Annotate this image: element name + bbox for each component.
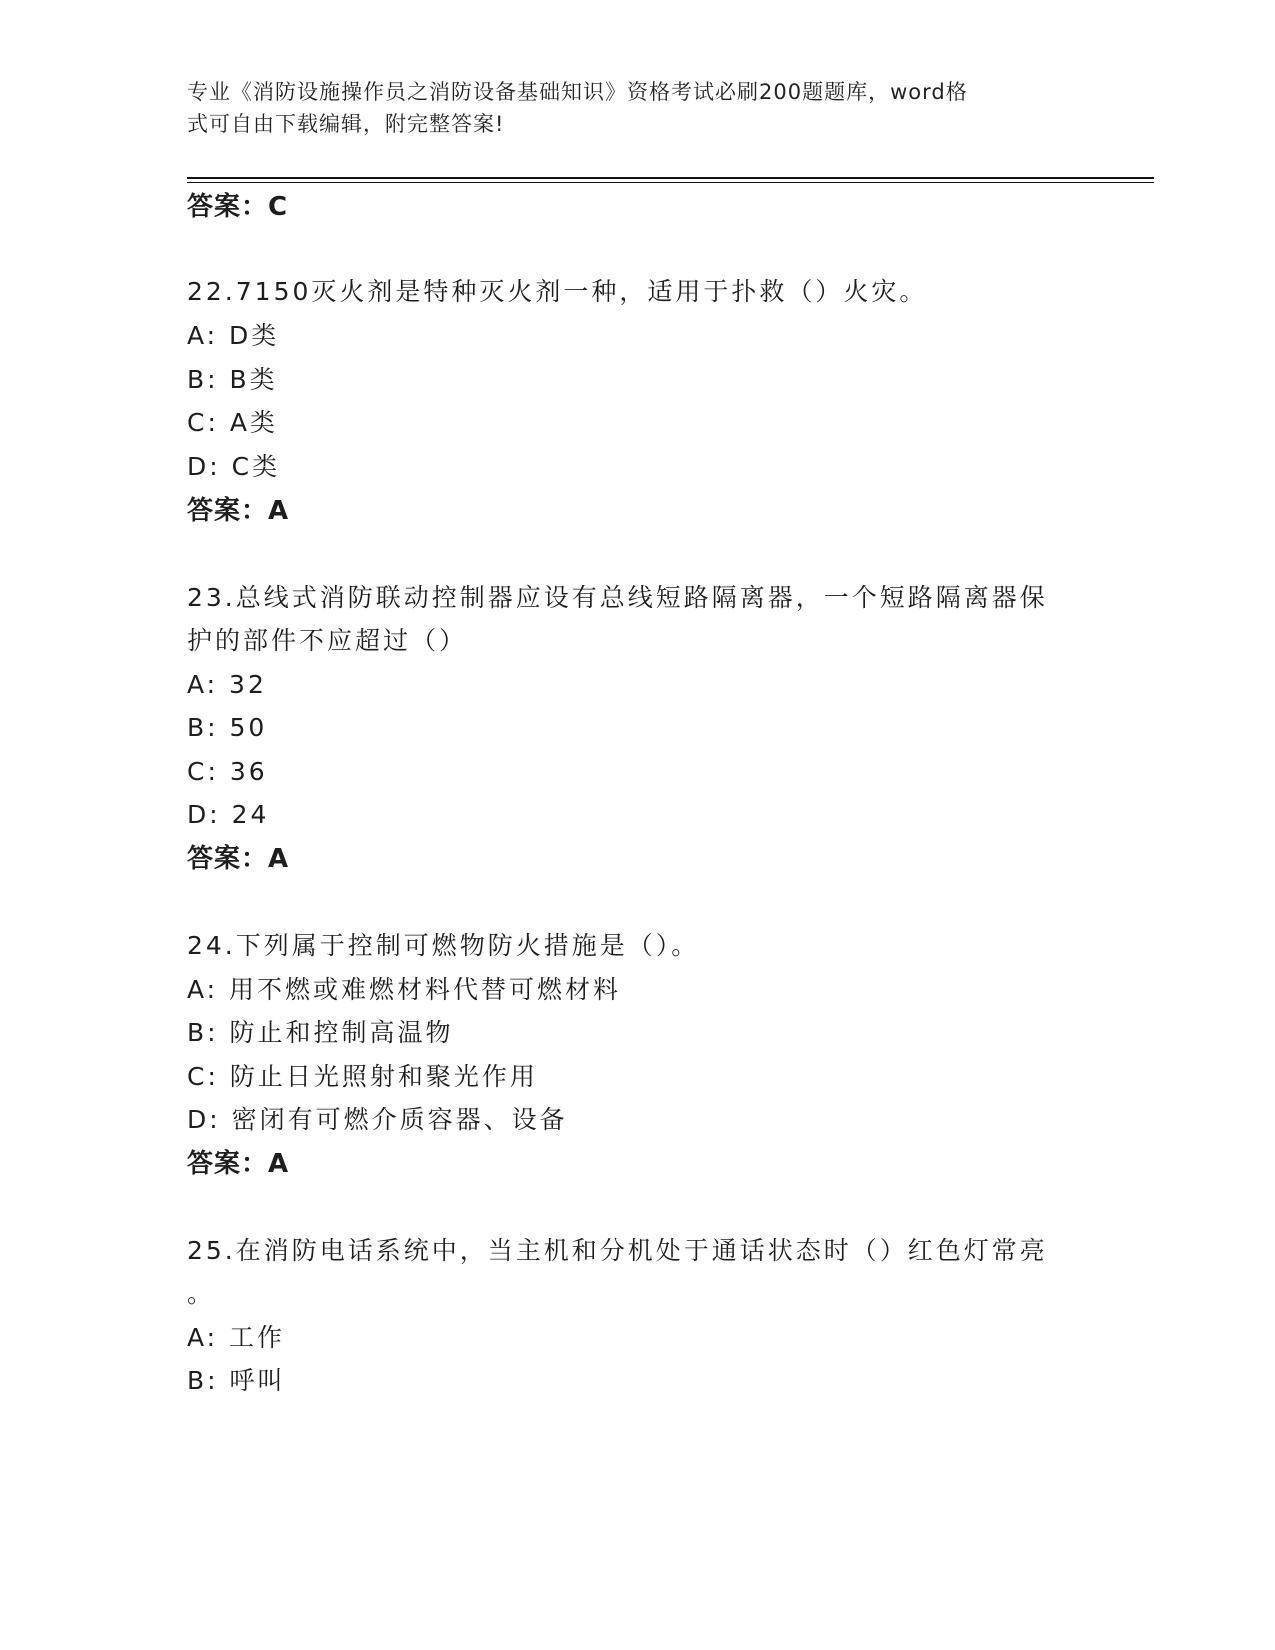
- option-a: A: D类: [187, 321, 280, 350]
- option-a: A: 用不燃或难燃材料代替可燃材料: [187, 975, 622, 1004]
- option-b: B: 50: [187, 713, 268, 742]
- option-c: C: 36: [187, 757, 268, 786]
- question-stem: 24.下列属于控制可燃物防火措施是（）。: [187, 931, 700, 960]
- question-stem: 25.在消防电话系统中，当主机和分机处于通话状态时（）红色灯常亮: [187, 1236, 1048, 1265]
- question-stem: 22.7150灭火剂是特种灭火剂一种，适用于扑救（）火灾。: [187, 277, 928, 306]
- option-d: D: 密闭有可燃介质容器、设备: [187, 1105, 568, 1134]
- option-a: A: 32: [187, 670, 267, 699]
- question-stem-continued: 护的部件不应超过（）: [187, 626, 468, 655]
- answer-line: 答案：A: [187, 844, 290, 874]
- option-a: A: 工作: [187, 1323, 286, 1352]
- answer-line: 答案：A: [187, 496, 290, 526]
- question-stem-continued: 。: [187, 1279, 216, 1308]
- option-b: B: 呼叫: [187, 1366, 286, 1395]
- header-divider-thin: [187, 182, 1154, 183]
- header-line-1: 专业《消防设施操作员之消防设备基础知识》资格考试必刷200题题库，word格: [187, 80, 968, 104]
- header-divider-thick: [187, 177, 1154, 179]
- option-d: D: C类: [187, 452, 281, 481]
- option-b: B: B类: [187, 365, 278, 394]
- option-c: C: 防止日光照射和聚光作用: [187, 1062, 538, 1091]
- option-d: D: 24: [187, 800, 270, 829]
- option-c: C: A类: [187, 408, 278, 437]
- question-stem: 23.总线式消防联动控制器应设有总线短路隔离器，一个短路隔离器保: [187, 583, 1048, 612]
- answer-line: 答案：C: [187, 192, 289, 222]
- option-b: B: 防止和控制高温物: [187, 1018, 454, 1047]
- document-header: [187, 76, 1067, 140]
- header-line-2: 式可自由下载编辑，附完整答案!: [187, 112, 505, 136]
- answer-line: 答案：A: [187, 1149, 290, 1179]
